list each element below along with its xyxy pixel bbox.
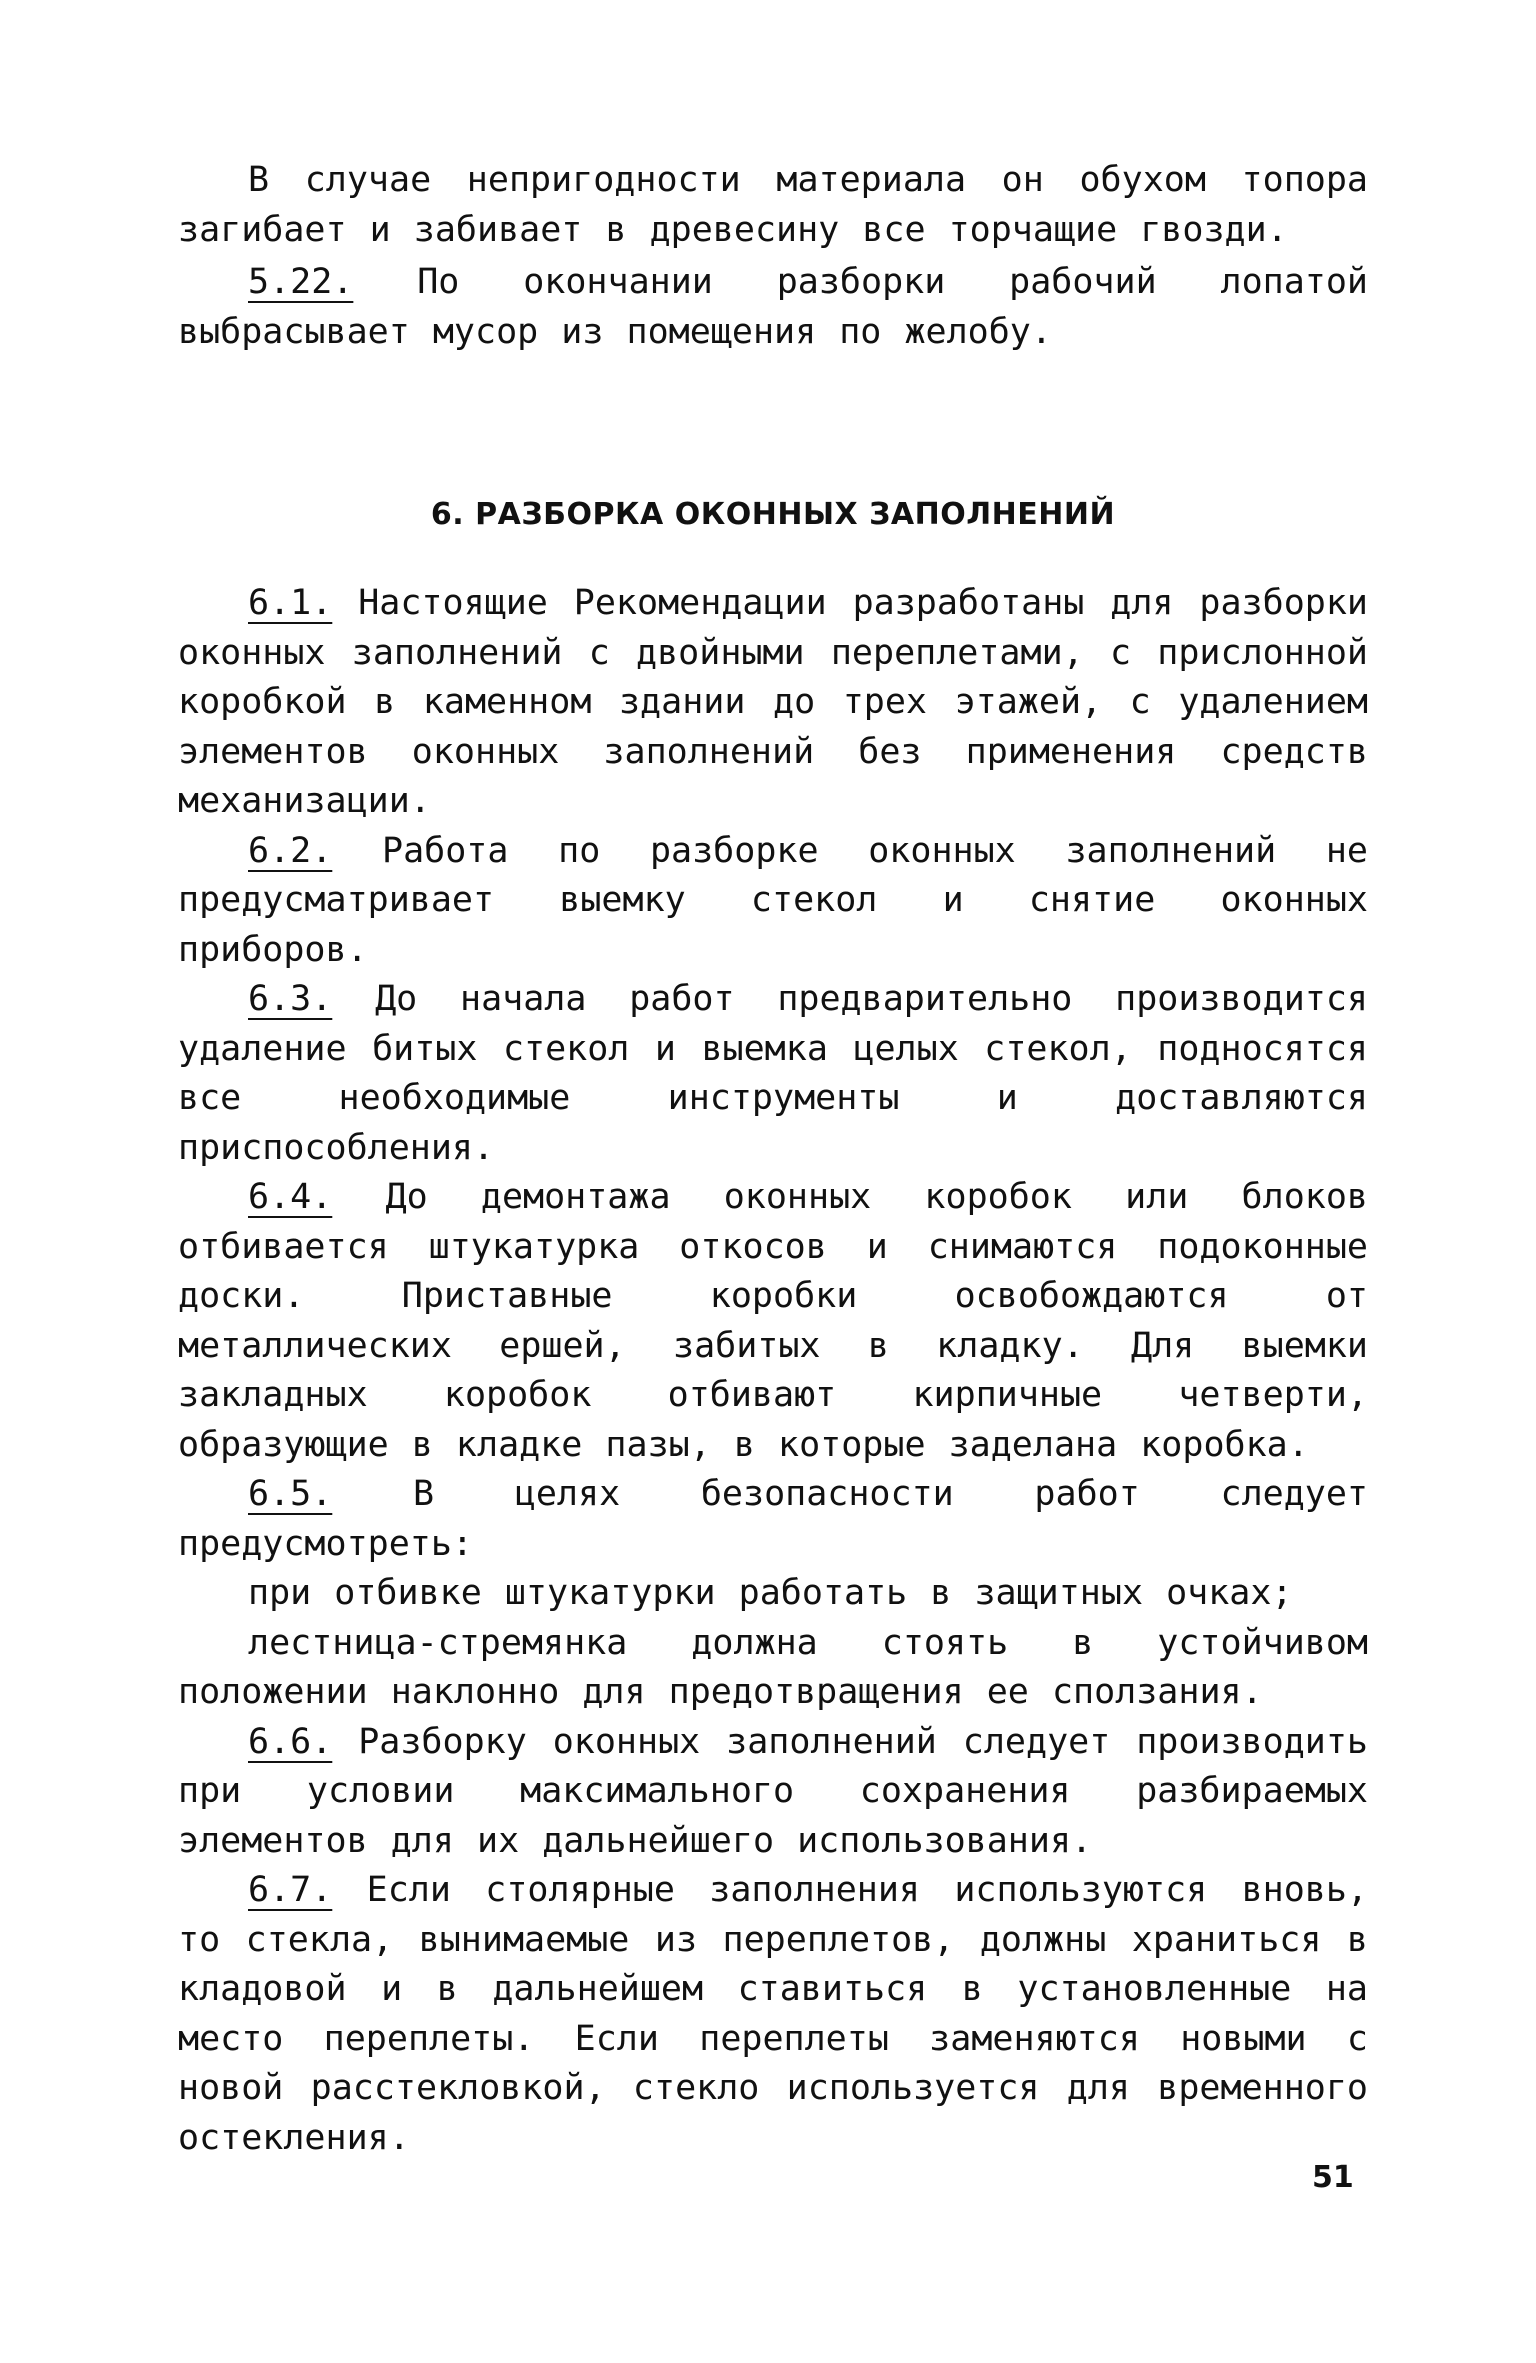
item-number: 6.6. [248, 1721, 333, 1762]
item-text: Настоящие Рекомендации разработаны для разборки оконных заполнений с двойными переплетами, с прислонной коробкой в каменном здании до трех этажей, с удалением элементов оконных заполнений без применения средств механизации. [178, 583, 1368, 821]
item-6-1 [178, 579, 1368, 827]
section-body [178, 579, 1368, 2163]
section-heading-block [178, 497, 1368, 532]
item-number: 6.7. [248, 1870, 333, 1910]
section-heading: 6. РАЗБОРКА ОКОННЫХ ЗАПОЛНЕНИЙ [430, 497, 1116, 532]
safety-sub-item: лестница-стремянка должна стоять в устойчивом положении наклонно для предотвращения ее сползания. [178, 1622, 1368, 1712]
item-number: 5.22. [248, 262, 354, 302]
item-number: 6.1. [248, 583, 333, 623]
item-6-4 [178, 1173, 1368, 1470]
item-number: 6.3. [248, 979, 333, 1019]
item-6-7 [178, 1866, 1368, 2163]
item-6-6 [178, 1718, 1368, 1867]
item-6-3 [178, 975, 1368, 1173]
item-5-22 [178, 258, 1368, 357]
item-text: Разборку оконных заполнений следует производить при условии максимального сохранения разбираемых элементов для их дальнейшего использования. [178, 1721, 1368, 1861]
item-6-5 [178, 1470, 1368, 1569]
item-text: Если столярные заполнения используются вновь, то стекла, вынимаемые из переплетов, должны храниться в кладовой и в дальнейшем ставиться в установленные на место переплеты. Если переплеты заменяются новыми с новой расстекловкой, стекло используется для временного остекления. [178, 1870, 1368, 2158]
item-number: 6.5. [248, 1474, 333, 1514]
intro-paragraph: В случае непригодности материала он обухом топора загибает и забивает в древесину все торчащие гвозди. [178, 160, 1368, 250]
safety-sub-item: при отбивке штукатурки работать в защитных очках; [248, 1573, 1293, 1613]
item-text: До начала работ предварительно производится удаление битых стекол и выемка целых стекол, подносятся все необходимые инструменты и доставляются приспособления. [178, 979, 1368, 1168]
item-text: До демонтажа оконных коробок или блоков отбивается штукатурка откосов и снимаются подоконные доски. Приставные коробки освобождаются от металлических ершей, забитых в кладку. Для выемки закладных коробок отбивают кирпичные четверти, образующие в кладке пазы, в которые заделана коробка. [178, 1177, 1368, 1465]
item-text: Работа по разборке оконных заполнений не предусматривает выемку стекол и снятие оконных приборов. [178, 830, 1368, 970]
item-text: В целях безопасности работ следует предусмотреть: [178, 1474, 1368, 1564]
item-6-2 [178, 827, 1368, 976]
item-number: 6.4. [248, 1177, 333, 1217]
item-text: По окончании разборки рабочий лопатой выбрасывает мусор из помещения по желобу. [178, 262, 1368, 352]
item-number: 6.2. [248, 830, 333, 871]
intro-block [178, 156, 1368, 357]
page-number: 51 [1312, 2160, 1354, 2195]
